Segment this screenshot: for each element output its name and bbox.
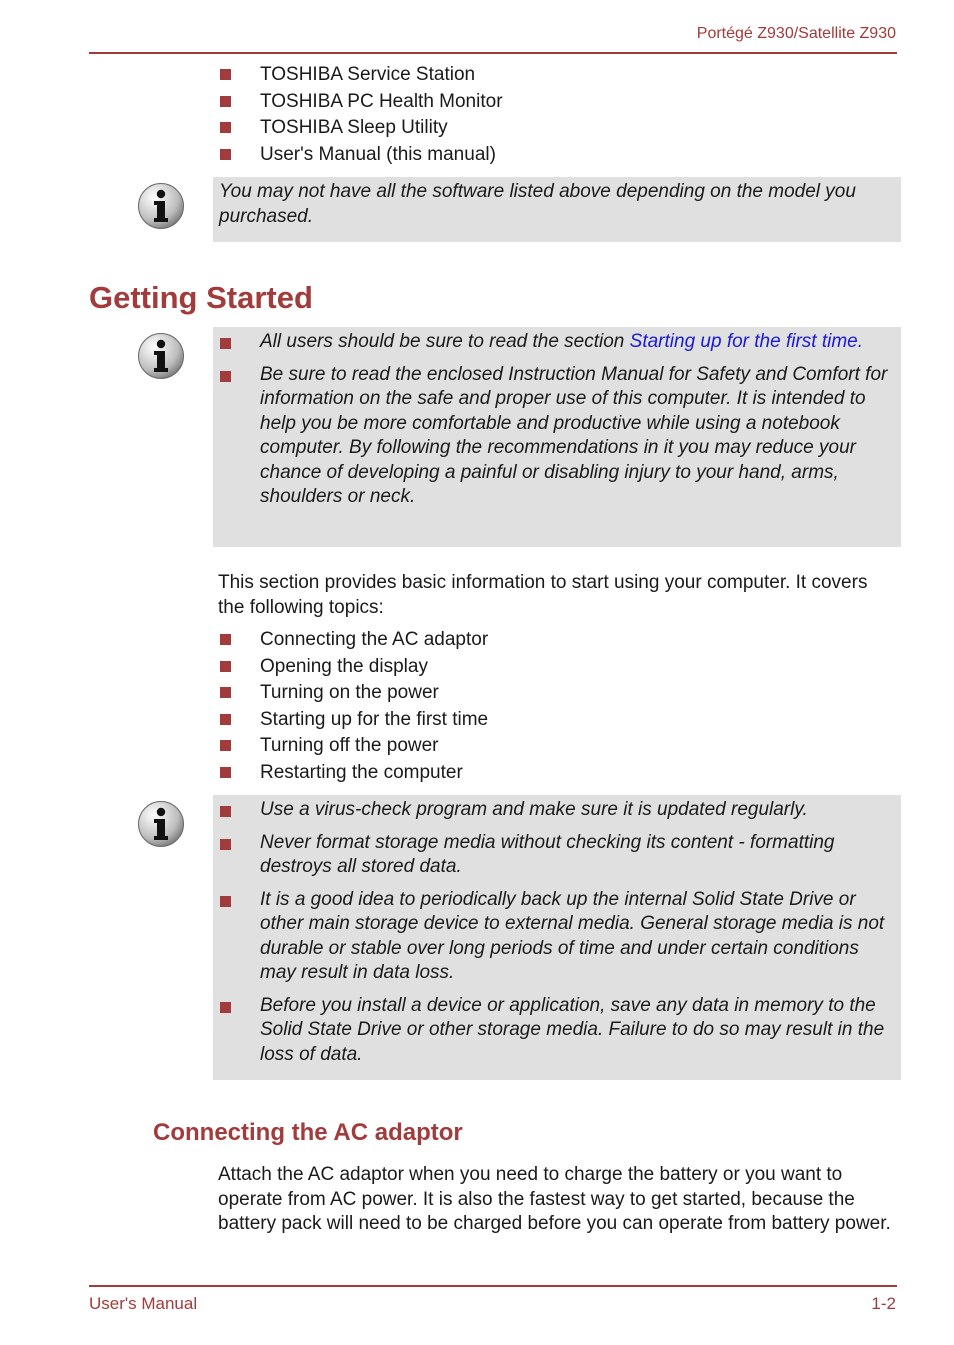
info-icon	[137, 800, 185, 848]
square-bullet-icon	[220, 687, 231, 698]
square-bullet-icon	[220, 122, 231, 133]
square-bullet-icon	[220, 839, 231, 850]
intro-paragraph: This section provides basic information to start using your computer. It covers the following topics:	[218, 572, 868, 618]
list-item: Use a virus-check program and make sure it is updated regularly.	[217, 798, 895, 823]
list-item: User's Manual (this manual)	[217, 142, 503, 169]
list-item: All users should be sure to read the section Starting up for the first time.	[217, 330, 895, 355]
subsection-body: Attach the AC adaptor when you need to charge the battery or you want to operate from AC power. It is also the fastest way to get started, because the battery pack will need to be charged before you can operate from battery power.	[218, 1164, 891, 1234]
starting-up-link[interactable]: Starting up for the first time	[629, 331, 858, 352]
note-list	[217, 330, 895, 510]
square-bullet-icon	[220, 634, 231, 645]
square-bullet-icon	[220, 69, 231, 80]
subsection-title: Connecting the AC adaptor	[153, 1119, 463, 1146]
square-bullet-icon	[220, 714, 231, 725]
square-bullet-icon	[220, 806, 231, 817]
note-box	[213, 327, 901, 547]
topics-list	[217, 627, 488, 787]
list-item: Connecting the AC adaptor	[217, 627, 488, 654]
note-list	[217, 798, 895, 1067]
list-item: Be sure to read the enclosed Instruction Manual for Safety and Comfort for information on the safe and proper use of this computer. It is intended to help you be more comfortable and productive while using a notebook computer. By following the recommendations in it you may reduce your chance of developing a painful or disabling injury to your hand, arms, shoulders or neck.	[217, 363, 895, 510]
square-bullet-icon	[220, 661, 231, 672]
footer-manual-name: User's Manual	[89, 1294, 198, 1313]
page-number: 1-2	[871, 1294, 896, 1313]
list-item: TOSHIBA Service Station	[217, 62, 503, 89]
section-title: Getting Started	[89, 280, 313, 315]
square-bullet-icon	[220, 338, 231, 349]
list-item: It is a good idea to periodically back up the internal Solid State Drive or other main storage device to external media. General storage media is not durable or stable over long periods of time and under certain conditions may result in data loss.	[217, 888, 895, 986]
list-item: Never format storage media without checking its content - formatting destroys all stored data.	[217, 831, 895, 880]
square-bullet-icon	[220, 896, 231, 907]
square-bullet-icon	[220, 1002, 231, 1013]
note-box	[213, 795, 901, 1080]
header-rule	[89, 52, 897, 54]
footer-rule	[89, 1285, 897, 1287]
info-icon	[137, 332, 185, 380]
list-item: TOSHIBA PC Health Monitor	[217, 89, 503, 116]
running-header: Portégé Z930/Satellite Z930	[696, 25, 896, 42]
square-bullet-icon	[220, 96, 231, 107]
list-item: Opening the display	[217, 654, 488, 681]
info-icon	[137, 182, 185, 230]
list-item: Restarting the computer	[217, 760, 488, 787]
list-item: TOSHIBA Sleep Utility	[217, 115, 503, 142]
list-item: Before you install a device or application, save any data in memory to the Solid State Drive or other storage media. Failure to do so may result in the loss of data.	[217, 994, 895, 1068]
list-item: Turning off the power	[217, 733, 488, 760]
square-bullet-icon	[220, 149, 231, 160]
square-bullet-icon	[220, 767, 231, 778]
note-box	[213, 177, 901, 242]
square-bullet-icon	[220, 740, 231, 751]
note-text: You may not have all the software listed above depending on the model you purchased.	[219, 181, 856, 227]
list-item: Starting up for the first time	[217, 707, 488, 734]
square-bullet-icon	[220, 371, 231, 382]
list-item: Turning on the power	[217, 680, 488, 707]
software-list	[217, 62, 503, 168]
